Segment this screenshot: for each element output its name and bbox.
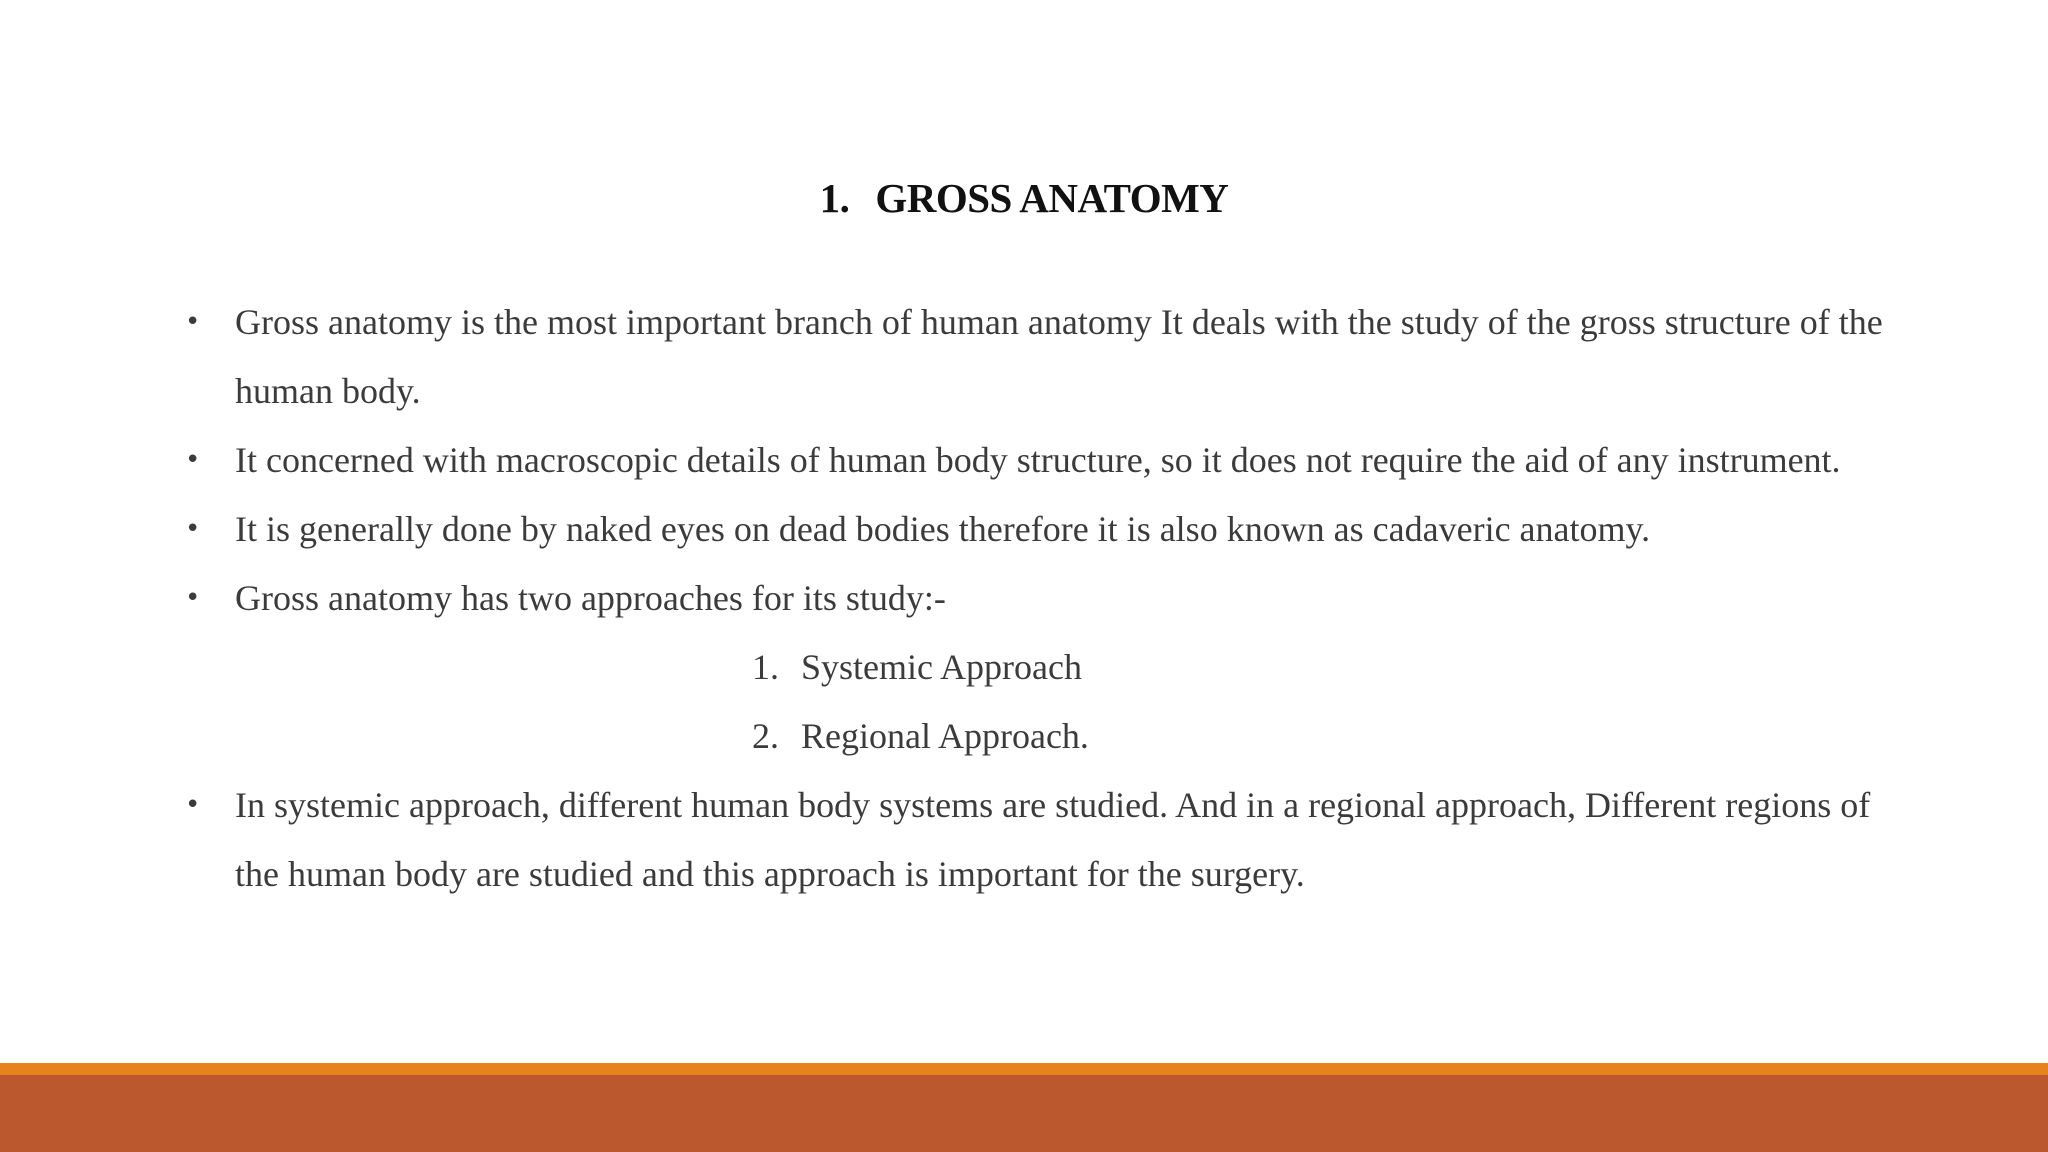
bullet-item [0, 288, 2048, 426]
footer-band-accent [0, 1063, 2048, 1075]
title-text: GROSS ANATOMY [875, 175, 1229, 221]
bullet-item [0, 564, 2048, 633]
bullet-text: It is generally done by naked eyes on dead bodies therefore it is also known as cadaveric anatomy. [235, 509, 1651, 549]
bullet-item [0, 771, 2048, 909]
bullet-dot-icon: • [185, 445, 201, 475]
bullet-text: Gross anatomy is the most important branch of human anatomy It deals with the study of the gross structure of the human body. [235, 302, 1883, 411]
approach-item [0, 633, 2048, 702]
bullet-text: In systemic approach, different human body systems are studied. And in a regional approach, Different regions of the human body are studied and this approach is important for the surgery. [235, 785, 1871, 894]
bullet-item [0, 495, 2048, 564]
approach-text: Regional Approach. [801, 716, 1089, 756]
bullet-text: Gross anatomy has two approaches for its study:- [235, 578, 946, 618]
approach-item [0, 702, 2048, 771]
approach-text: Systemic Approach [801, 647, 1082, 687]
bullet-dot-icon: • [185, 790, 201, 820]
bullet-dot-icon: • [185, 583, 201, 613]
footer-band [0, 1075, 2048, 1152]
bullet-text: It concerned with macroscopic details of human body structure, so it does not require the aid of any instrument. [235, 440, 1841, 480]
approach-number: 2. [752, 716, 779, 756]
slide-content [0, 288, 2048, 909]
approach-number: 1. [752, 647, 779, 687]
bullet-item [0, 426, 2048, 495]
title-number: 1. [819, 175, 850, 221]
bullet-dot-icon: • [185, 514, 201, 544]
bullet-dot-icon: • [185, 307, 201, 337]
slide-title [0, 174, 2048, 222]
